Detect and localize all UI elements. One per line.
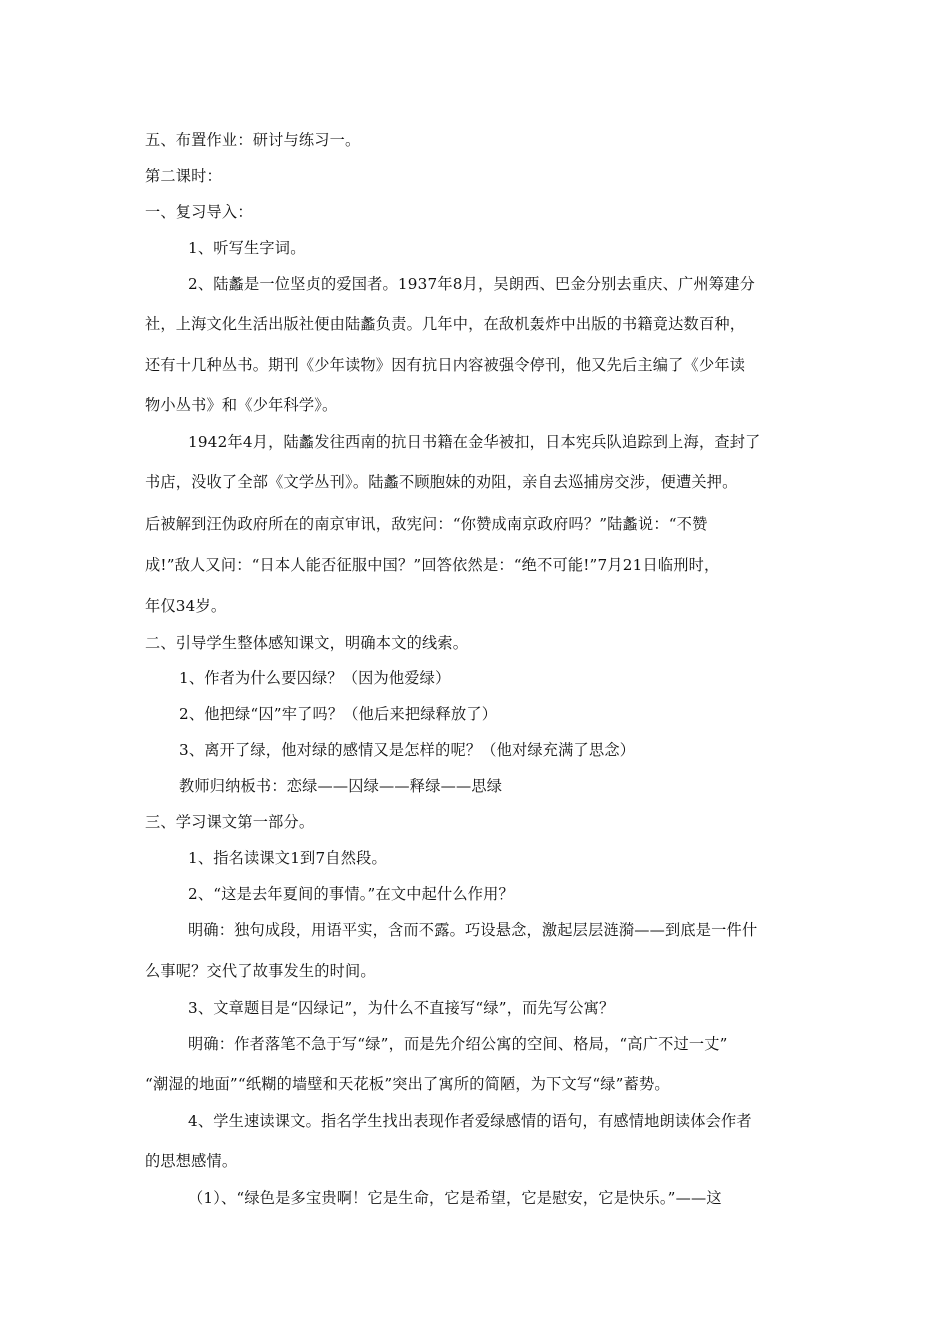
text-line: “潮湿的地面”“纸糊的墙壁和天花板”突出了寓所的简陋，为下文写“绿”蓄势。 — [145, 1075, 670, 1093]
text-line: 成!”敌人又问：“日本人能否征服中国？”回答依然是：“绝不可能!”7月21日临刑时， — [145, 556, 720, 574]
text-line: 第二课时： — [145, 167, 222, 185]
text-line: 2、他把绿“囚”牢了吗？（他后来把绿释放了） — [179, 705, 498, 723]
text-line: 物小丛书》和《少年科学》。 — [145, 396, 338, 414]
text-line: 五、布置作业：研讨与练习一。 — [145, 131, 361, 149]
text-line: 4、学生速读课文。指名学生找出表现作者爱绿感情的语句，有感情地朗读体会作者 — [188, 1112, 752, 1130]
text-line: 1、指名读课文1到7自然段。 — [188, 849, 387, 867]
text-line: 3、离开了绿，他对绿的感情又是怎样的呢？（他对绿充满了思念） — [179, 741, 636, 759]
text-line: 1942年4月，陆蠡发往西南的抗日书籍在金华被扣，日本宪兵队追踪到上海，查封了 — [188, 433, 761, 451]
text-line: 还有十几种丛书。期刊《少年读物》因有抗日内容被强令停刊，他又先后主编了《少年读 — [145, 356, 746, 374]
text-line: 社，上海文化生活出版社便由陆蠡负责。几年中，在敌机轰炸中出版的书籍竟达数百种， — [145, 315, 746, 333]
text-line: 年仅34岁。 — [145, 597, 227, 615]
text-line: 明确：作者落笔不急于写“绿”，而是先介绍公寓的空间、格局，“高广不过一丈” — [188, 1035, 728, 1053]
text-line: 三、学习课文第一部分。 — [145, 813, 315, 831]
text-line: 1、作者为什么要囚绿？（因为他爱绿） — [179, 669, 451, 687]
text-line: 明确：独句成段，用语平实，含而不露。巧设悬念，激起层层涟漪——到底是一件什 — [188, 921, 758, 939]
text-line: 1、听写生字词。 — [188, 239, 306, 257]
text-line: 么事呢？交代了故事发生的时间。 — [145, 962, 376, 980]
text-line: 二、引导学生整体感知课文，明确本文的线索。 — [145, 634, 469, 652]
text-line: 3、文章题目是“囚绿记”，为什么不直接写“绿”，而先写公寓？ — [188, 999, 615, 1017]
text-line: 书店，没收了全部《文学丛刊》。陆蠡不顾胞妹的劝阻，亲自去巡捕房交涉，便遭关押。 — [145, 473, 738, 491]
text-line: 教师归纳板书：恋绿——囚绿——释绿——思绿 — [179, 777, 503, 795]
text-line: 2、“这是去年夏间的事情。”在文中起什么作用？ — [188, 885, 514, 903]
text-line: 的思想感情。 — [145, 1152, 238, 1170]
text-line: 2、陆蠡是一位坚贞的爱国者。1937年8月，吴朗西、巴金分别去重庆、广州筹建分 — [188, 275, 755, 293]
text-line: 一、复习导入： — [145, 203, 253, 221]
text-line: （1）、“绿色是多宝贵啊！它是生命，它是希望，它是慰安，它是快乐。”——这 — [188, 1189, 722, 1207]
text-line: 后被解到汪伪政府所在的南京审讯，敌宪问：“你赞成南京政府吗？”陆蠡说：“不赞 — [145, 515, 708, 533]
